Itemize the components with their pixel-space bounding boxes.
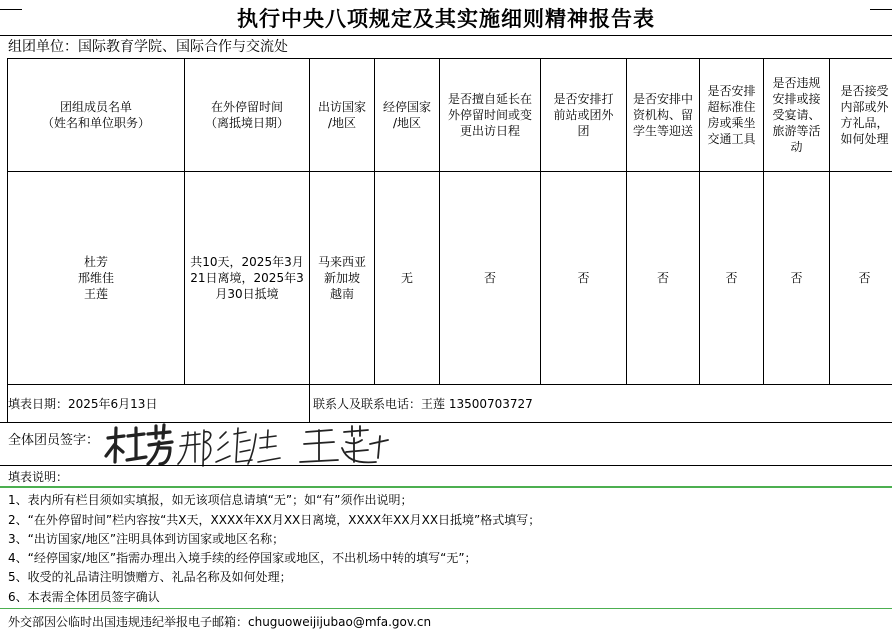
cell-advance-team: 否 [541,172,627,385]
contact-info: 联系人及联系电话：王莲 13500703727 [313,397,533,411]
header-countries: 出访国家 /地区 [310,59,375,172]
report-table [7,58,892,385]
header-gifts: 是否接受内部或外方礼品，如何处理 [830,59,892,172]
cell-reception: 否 [627,172,700,385]
cell-extend-stay: 否 [440,172,541,385]
note-item: 4、“经停国家/地区”指需办理出入境手续的经停国家或地区，不出机场中转的填写“无”； [8,551,477,565]
notes-title: 填表说明： [8,470,69,484]
cell-period: 共10天，2025年3月21日离境，2025年3月30日抵境 [185,172,310,385]
signature-divider [0,465,892,466]
header-advance-team: 是否安排打前站或团外团 [541,59,627,172]
cell-transit: 无 [375,172,440,385]
header-transit: 经停国家 /地区 [375,59,440,172]
cell-members: 杜芳 邢维佳 王莲 [8,172,185,385]
header-over-standard: 是否安排超标准住房或乘坐交通工具 [700,59,764,172]
table-header-row [8,59,892,172]
note-item: 1、表内所有栏目须如实填报，如无该项信息请填“无”；如“有”须作出说明； [8,493,413,507]
note-item: 3、“出访国家/地区”注明具体到访国家或地区名称； [8,532,285,546]
header-banquet-tour: 是否违规安排或接受宴请、旅游等活动 [764,59,830,172]
table-row [8,172,892,385]
cell-countries: 马来西亚 新加坡 越南 [310,172,375,385]
cell-over-standard: 否 [700,172,764,385]
form-title: 执行中央八项规定及其实施细则精神报告表 [0,2,892,36]
fill-date-divider [309,383,310,423]
note-item: 2、“在外停留时间”栏内容按“共X天，XXXX年XX月XX日离境，XXXX年XX月XX日抵境”格式填写； [8,513,541,527]
note-item: 6、本表需全体团员签字确认 [8,590,160,604]
selection-border [0,486,892,488]
footer-email: 外交部因公临时出国违规违纪举报电子邮箱：chuguoweijijubao@mfa.gov.cn [8,615,432,629]
organizing-unit: 组团单位：国际教育学院、国际合作与交流处 [8,39,288,55]
cell-gifts: 否 [830,172,892,385]
header-extend-stay: 是否擅自延长在外停留时间或变更出访日程 [440,59,541,172]
header-reception: 是否安排中资机构、留学生等迎送 [627,59,700,172]
fill-date: 填表日期：2025年6月13日 [8,397,158,411]
header-members: 团组成员名单 （姓名和单位职务） [8,59,185,172]
signature-label: 全体团员签字： [8,433,100,448]
footer-divider [0,608,892,609]
table-left-border [7,58,8,423]
cell-banquet-tour: 否 [764,172,830,385]
note-item: 5、收受的礼品请注明馈赠方、礼品名称及如何处理； [8,570,292,584]
header-period: 在外停留时间 （离抵境日期） [185,59,310,172]
